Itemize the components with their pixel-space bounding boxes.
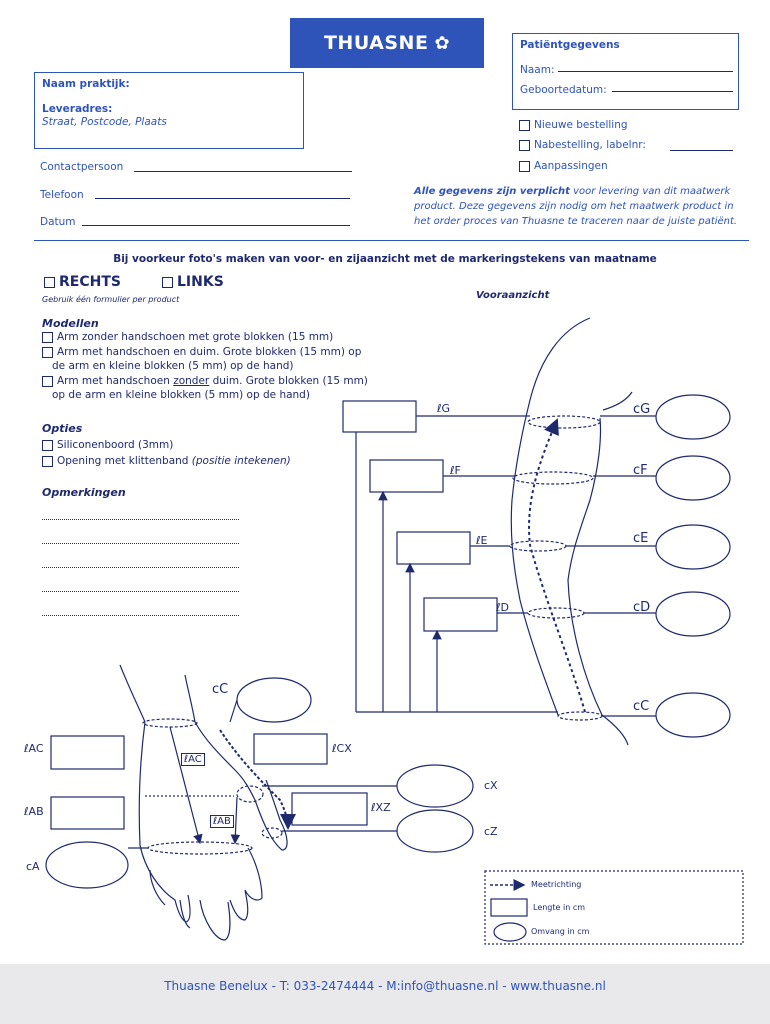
section-g <box>528 416 600 428</box>
label-cD: cD <box>633 600 651 615</box>
front-view-label: Vooraanzicht <box>476 290 550 301</box>
address-label: Leveradres: <box>42 103 113 115</box>
box-lAC <box>51 736 124 769</box>
label-cE: cE <box>633 531 649 546</box>
arm-direction-arrow <box>529 420 585 712</box>
label-cC: cC <box>633 699 650 714</box>
arm-outline-right <box>568 418 628 745</box>
label-lF: ℓF <box>450 464 461 477</box>
option-2-italic: (positie intekenen) <box>191 455 291 467</box>
notice-text2: product. Deze gegevens zijn nodig om het maatwerk product in <box>414 201 734 212</box>
model-1-label: Arm zonder handschoen met grote blokken (15 mm) <box>57 331 334 343</box>
label-lE: ℓE <box>476 534 488 547</box>
footer-contact: Thuasne Benelux - T: 033-2474444 - M:info@thuasne.nl - www.thuasne.nl <box>164 979 606 993</box>
section-hand-z <box>262 828 282 838</box>
oval-cC-hand <box>237 678 311 722</box>
oval-cZ <box>397 810 473 852</box>
model-2-label-a: Arm met handschoen en duim. Grote blokken (15 mm) op <box>57 346 362 358</box>
practice-name-label: Naam praktijk: <box>42 78 130 90</box>
phone-label: Telefoon <box>40 189 84 201</box>
notice-text1: voor levering van dit maatwerk <box>569 186 731 197</box>
label-cG: cG <box>633 402 651 417</box>
oval-cA <box>46 842 128 888</box>
legend-length: Lengte in cm <box>533 903 586 912</box>
logo-text: THUASNE <box>323 32 429 54</box>
box-lF <box>370 460 443 492</box>
reorder-label: Nabestelling, labelnr: <box>534 139 646 151</box>
box-lAB <box>51 797 124 829</box>
section-c <box>558 712 602 720</box>
one-form-note: Gebruik één formulier per product <box>42 295 180 304</box>
label-cX: cX <box>484 779 498 792</box>
model-3-post: duim. Grote blokken (15 mm) <box>209 375 368 387</box>
section-d <box>528 608 584 618</box>
hand-outline <box>120 665 287 940</box>
legend-box <box>485 871 743 944</box>
oval-cE <box>656 525 730 569</box>
section-e <box>510 541 566 551</box>
notice-text3: het order proces van Thuasne te traceren naar de juiste patiënt. <box>414 216 738 227</box>
box-lCX <box>254 734 327 764</box>
options-title: Opties <box>42 422 83 435</box>
model-3-label-b: op de arm en kleine blokken (5 mm) op de hand) <box>52 389 310 401</box>
label-cC-hand: cC <box>212 682 229 697</box>
label-lAC-inner: ℓAC <box>181 753 205 766</box>
option-2-label: Opening met klittenband <box>57 455 192 467</box>
new-order-label: Nieuwe bestelling <box>534 119 628 131</box>
address-placeholder[interactable]: Straat, Postcode, Plaats <box>42 116 167 128</box>
notice-bold: Alle gegevens zijn verplicht <box>414 186 570 197</box>
oval-cX <box>397 765 473 807</box>
footer-bar <box>0 964 770 1024</box>
oval-cG <box>656 395 730 439</box>
butterfly-icon: ✿ <box>434 32 451 54</box>
label-lAB-inner: ℓAB <box>210 815 234 828</box>
oval-cF <box>656 456 730 500</box>
date-label: Datum <box>40 216 76 228</box>
option-1-label: Siliconenboord (3mm) <box>57 439 174 451</box>
label-lAB: ℓAB <box>24 805 44 818</box>
section-hand-c <box>143 719 197 727</box>
oval-cD <box>656 592 730 636</box>
legend-direction: Meetrichting <box>531 880 582 889</box>
photo-instruction: Bij voorkeur foto's maken van voor- en zijaanzicht met de markeringstekens van maatname <box>113 253 657 265</box>
label-cA: cA <box>26 860 40 873</box>
patient-name-label: Naam: <box>520 64 555 76</box>
box-lD <box>424 598 497 631</box>
box-lG <box>343 401 416 432</box>
model-2-label-b: de arm en kleine blokken (5 mm) op de hand) <box>52 360 294 372</box>
label-lCX: ℓCX <box>332 742 352 755</box>
model-3-pre: Arm met handschoen <box>57 375 174 387</box>
label-cZ: cZ <box>484 825 498 838</box>
contact-label: Contactpersoon <box>40 161 124 173</box>
box-lE <box>397 532 470 564</box>
section-hand-a <box>148 842 252 854</box>
model-3-underline: zonder <box>173 375 210 387</box>
label-lG: ℓG <box>437 402 451 415</box>
box-lXZ <box>292 793 367 825</box>
patient-dob-label: Geboortedatum: <box>520 84 607 96</box>
models-title: Modellen <box>42 317 99 330</box>
label-cF: cF <box>633 463 648 478</box>
label-lAC: ℓAC <box>24 742 44 755</box>
legend-circumference: Omvang in cm <box>531 927 590 936</box>
oval-cC <box>656 693 730 737</box>
right-label: RECHTS <box>59 274 121 290</box>
adjust-label: Aanpassingen <box>534 160 608 172</box>
section-hand-x <box>237 786 263 802</box>
label-lXZ: ℓXZ <box>371 801 391 814</box>
section-f <box>513 472 593 484</box>
arm-outline-left <box>511 318 590 715</box>
patient-title: Patiëntgegevens <box>520 39 620 51</box>
left-label: LINKS <box>177 274 224 290</box>
label-lD: ℓD <box>496 601 510 614</box>
remarks-title: Opmerkingen <box>42 486 126 499</box>
